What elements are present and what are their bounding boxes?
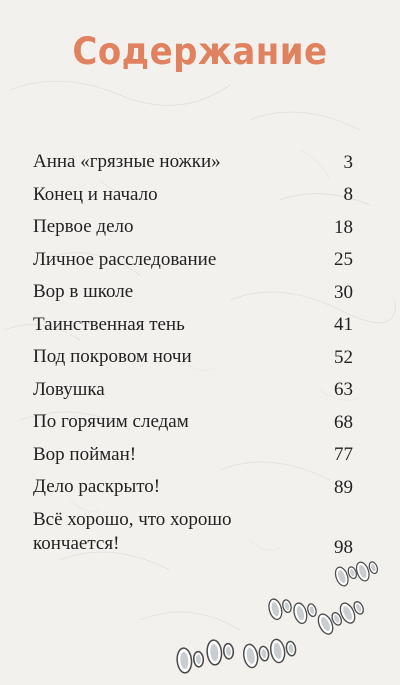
- toc-entry-title: Анна «грязные ножки»: [33, 151, 221, 172]
- toc-entry-title: Всё хорошо, что хорошо кончается!: [33, 508, 232, 554]
- toc-entry-page: 63: [334, 379, 353, 400]
- toc-entry-page: 41: [334, 314, 353, 335]
- toc-entry-title: Вор в школе: [33, 281, 134, 302]
- toc-entry-page: 8: [343, 184, 353, 205]
- toc-entry-title: Ловушка: [33, 378, 105, 400]
- toc-entry-page: 25: [334, 249, 353, 270]
- toc-entry-title: Личное расследование: [33, 248, 217, 270]
- toc-entry-page: 89: [334, 476, 353, 498]
- toc-entry-title: По горячим следам: [33, 411, 189, 432]
- toc-entry-page: 30: [334, 281, 353, 303]
- toc-entry-page: 18: [334, 216, 353, 238]
- toc-entry-title: Таинственная тень: [33, 313, 185, 335]
- toc-entry-page: 3: [343, 151, 353, 173]
- toc-entry-title: Первое дело: [33, 216, 134, 237]
- page-title: Содержание: [72, 30, 328, 73]
- toc-entry-title: Дело раскрыто!: [33, 476, 161, 497]
- toc-entry-page: 68: [334, 411, 353, 433]
- toc-entry-page: 98: [334, 536, 353, 558]
- toc-entry-title: Конец и начало: [33, 183, 158, 205]
- toc-entry-page: 52: [334, 346, 353, 368]
- toc-entry-page: 77: [334, 444, 353, 465]
- toc-entry-title: Под покровом ночи: [33, 346, 192, 367]
- toc-entry-title: Вор пойман!: [33, 443, 137, 465]
